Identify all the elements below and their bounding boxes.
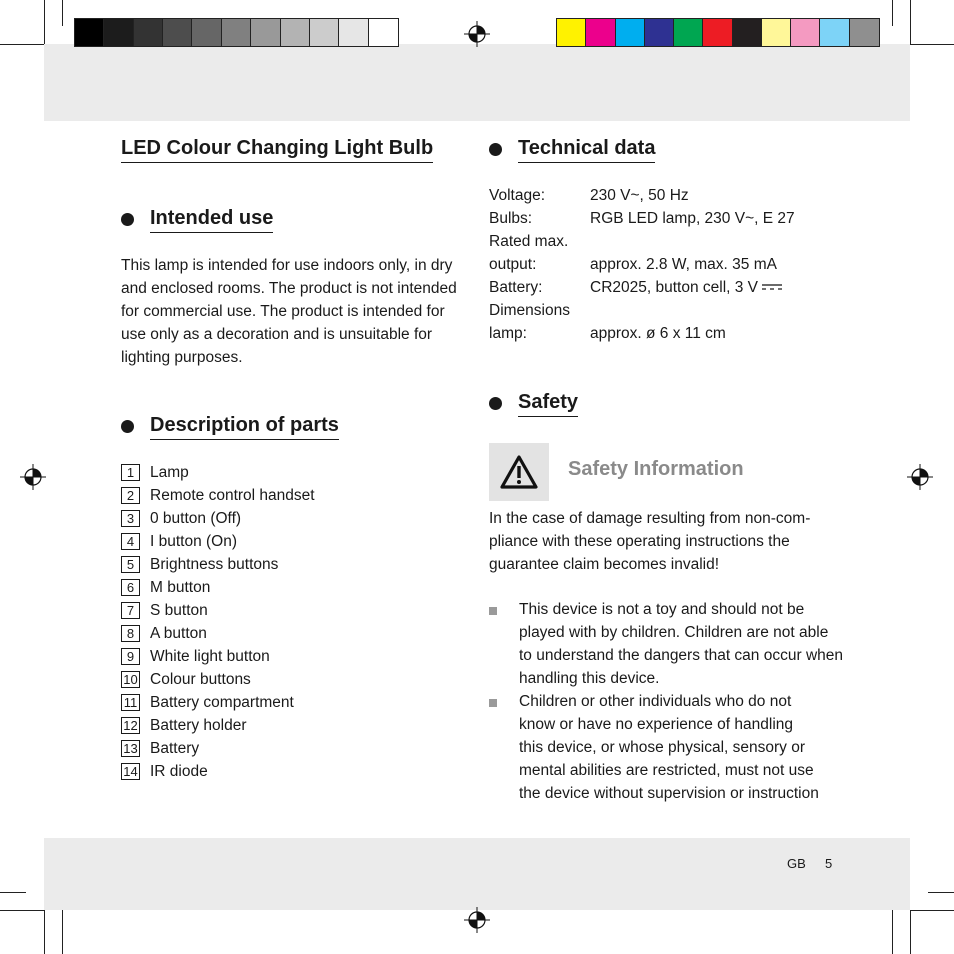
- safety-information-title: Safety Information: [568, 458, 744, 480]
- technical-data-row: [489, 276, 795, 299]
- safety-intro-paragraph: [489, 507, 839, 576]
- safety-bullet-item: [489, 598, 843, 690]
- part-item: [121, 599, 315, 622]
- section-heading-intended-use: [121, 206, 273, 233]
- paragraph-line: for commercial use. The product is intended for: [121, 303, 445, 320]
- crop-mark: [928, 892, 954, 893]
- heading-bullet-icon: [489, 397, 502, 410]
- part-item: [121, 484, 315, 507]
- technical-data-key: Dimensions: [489, 302, 570, 319]
- technical-data-value: approx. 2.8 W, max. 35 mA: [590, 256, 777, 273]
- part-number-box: 7: [121, 602, 140, 619]
- paragraph-line: guarantee claim becomes invalid!: [489, 556, 720, 573]
- warning-box: [489, 443, 549, 501]
- part-item: [121, 576, 315, 599]
- technical-data-row: [489, 184, 795, 207]
- color-swatch: [222, 19, 251, 46]
- paragraph-line: This lamp is intended for use indoors only, in dry: [121, 257, 453, 274]
- section-heading-technical-data: [489, 136, 655, 163]
- section-heading-text: Intended use: [150, 206, 273, 233]
- part-number-box: 14: [121, 763, 140, 780]
- part-label: Battery: [150, 740, 200, 757]
- technical-data-row: [489, 207, 795, 230]
- heading-bullet-icon: [121, 213, 134, 226]
- header-band: [44, 44, 910, 121]
- part-label: IR diode: [150, 763, 208, 780]
- technical-data-table: [489, 184, 795, 345]
- grayscale-control-strip: [74, 18, 399, 47]
- paragraph-line: In the case of damage resulting from non-com-: [489, 510, 811, 527]
- crop-mark: [44, 910, 45, 954]
- part-label: Lamp: [150, 464, 189, 481]
- color-swatch: [762, 19, 791, 46]
- part-label: Brightness buttons: [150, 556, 279, 573]
- part-label: S button: [150, 602, 208, 619]
- technical-data-key: Rated max.: [489, 233, 569, 250]
- part-item: [121, 691, 315, 714]
- part-label: I button (On): [150, 533, 238, 550]
- color-swatch: [586, 19, 615, 46]
- color-swatch: [733, 19, 762, 46]
- footer-language: GB: [787, 856, 806, 871]
- part-item: [121, 622, 315, 645]
- registration-mark-icon: [907, 464, 933, 490]
- registration-mark-icon: [464, 21, 490, 47]
- technical-data-key: Battery:: [489, 279, 543, 296]
- section-heading-text: Safety: [518, 390, 578, 417]
- color-swatch: [75, 19, 104, 46]
- crop-mark: [44, 0, 45, 44]
- paragraph-line: lighting purposes.: [121, 349, 243, 366]
- technical-data-value: CR2025, button cell, 3 V: [590, 279, 759, 296]
- technical-data-value: 230 V~, 50 Hz: [590, 187, 689, 204]
- bullet-line: mental abilities are restricted, must not use: [519, 762, 814, 779]
- part-label: 0 button (Off): [150, 510, 242, 527]
- color-swatch: [310, 19, 339, 46]
- part-number-box: 12: [121, 717, 140, 734]
- part-item: [121, 645, 315, 668]
- part-number-box: 11: [121, 694, 140, 711]
- section-heading-text: Technical data: [518, 136, 655, 163]
- part-label: Remote control handset: [150, 487, 315, 504]
- color-swatch: [192, 19, 221, 46]
- part-number-box: 6: [121, 579, 140, 596]
- bullet-line: the device without supervision or instruction: [519, 785, 819, 802]
- technical-data-value: RGB LED lamp, 230 V~, E 27: [590, 210, 795, 227]
- warning-triangle-icon: [499, 454, 539, 490]
- section-heading-text: Description of parts: [150, 413, 339, 440]
- technical-data-value: approx. ø 6 x 11 cm: [590, 325, 726, 342]
- document-title: LED Colour Changing Light Bulb: [121, 136, 433, 163]
- color-swatch: [616, 19, 645, 46]
- crop-mark: [910, 910, 911, 954]
- crop-mark: [62, 910, 63, 954]
- bullet-line: This device is not a toy and should not be: [519, 601, 805, 618]
- part-item: [121, 553, 315, 576]
- part-item: [121, 760, 315, 783]
- bullet-text: [519, 598, 843, 690]
- section-heading-description-of-parts: [121, 413, 339, 440]
- color-swatch: [251, 19, 280, 46]
- crop-mark: [910, 0, 911, 44]
- technical-data-row: [489, 230, 795, 253]
- technical-data-key: output:: [489, 256, 537, 273]
- part-item: [121, 530, 315, 553]
- color-swatch: [134, 19, 163, 46]
- part-label: Battery holder: [150, 717, 247, 734]
- part-label: M button: [150, 579, 211, 596]
- part-item: [121, 737, 315, 760]
- bullet-line: this device, or whose physical, sensory or: [519, 739, 806, 756]
- color-swatch: [791, 19, 820, 46]
- bullet-line: played with by children. Children are not able: [519, 624, 829, 641]
- part-number-box: 10: [121, 671, 140, 688]
- intended-use-paragraph: [121, 254, 471, 369]
- color-swatch: [557, 19, 586, 46]
- color-swatch: [339, 19, 368, 46]
- color-swatch: [820, 19, 849, 46]
- bullet-line: to understand the dangers that can occur when: [519, 647, 843, 664]
- paragraph-line: use only as a decoration and is unsuitable for: [121, 326, 433, 343]
- part-label: White light button: [150, 648, 270, 665]
- heading-bullet-icon: [121, 420, 134, 433]
- crop-mark: [62, 0, 63, 26]
- part-number-box: 1: [121, 464, 140, 481]
- technical-data-key: Voltage:: [489, 187, 546, 204]
- color-swatch: [281, 19, 310, 46]
- part-item: [121, 507, 315, 530]
- crop-mark: [892, 910, 893, 954]
- part-label: A button: [150, 625, 207, 642]
- technical-data-row: [489, 253, 795, 276]
- crop-mark: [910, 910, 954, 911]
- direct-current-symbol-icon: [761, 281, 783, 295]
- color-swatch: [674, 19, 703, 46]
- color-swatch: [163, 19, 192, 46]
- color-swatch: [645, 19, 674, 46]
- part-item: [121, 714, 315, 737]
- section-heading-safety: [489, 390, 578, 417]
- bullet-text: [519, 690, 837, 805]
- part-number-box: 5: [121, 556, 140, 573]
- technical-data-row: [489, 322, 795, 345]
- part-number-box: 8: [121, 625, 140, 642]
- part-number-box: 13: [121, 740, 140, 757]
- square-bullet-icon: [489, 699, 497, 707]
- parts-list: [121, 461, 315, 783]
- footer-page-number: 5: [825, 856, 833, 871]
- color-swatch: [104, 19, 133, 46]
- technical-data-key: lamp:: [489, 325, 527, 342]
- crop-mark: [0, 892, 26, 893]
- color-control-strip: [556, 18, 880, 47]
- bullet-line: handling this device.: [519, 670, 660, 687]
- part-item: [121, 461, 315, 484]
- crop-mark: [0, 44, 44, 45]
- color-swatch: [703, 19, 732, 46]
- heading-bullet-icon: [489, 143, 502, 156]
- bullet-line: know or have no experience of handling: [519, 716, 794, 733]
- crop-mark: [0, 910, 44, 911]
- footer-band: [44, 838, 910, 910]
- part-item: [121, 668, 315, 691]
- safety-bullet-item: [489, 690, 839, 805]
- crop-mark: [892, 0, 893, 26]
- crop-mark: [910, 44, 954, 45]
- color-swatch: [850, 19, 879, 46]
- bullet-line: Children or other individuals who do not: [519, 693, 792, 710]
- part-number-box: 3: [121, 510, 140, 527]
- part-number-box: 4: [121, 533, 140, 550]
- part-number-box: 9: [121, 648, 140, 665]
- safety-bullet-list: [489, 598, 843, 805]
- paragraph-line: and enclosed rooms. The product is not intended: [121, 280, 457, 297]
- technical-data-row: [489, 299, 795, 322]
- paragraph-line: pliance with these operating instructions the: [489, 533, 790, 550]
- technical-data-key: Bulbs:: [489, 210, 533, 227]
- square-bullet-icon: [489, 607, 497, 615]
- color-swatch: [369, 19, 398, 46]
- part-number-box: 2: [121, 487, 140, 504]
- part-label: Colour buttons: [150, 671, 251, 688]
- registration-mark-icon: [464, 907, 490, 933]
- part-label: Battery compartment: [150, 694, 294, 711]
- registration-mark-icon: [20, 464, 46, 490]
